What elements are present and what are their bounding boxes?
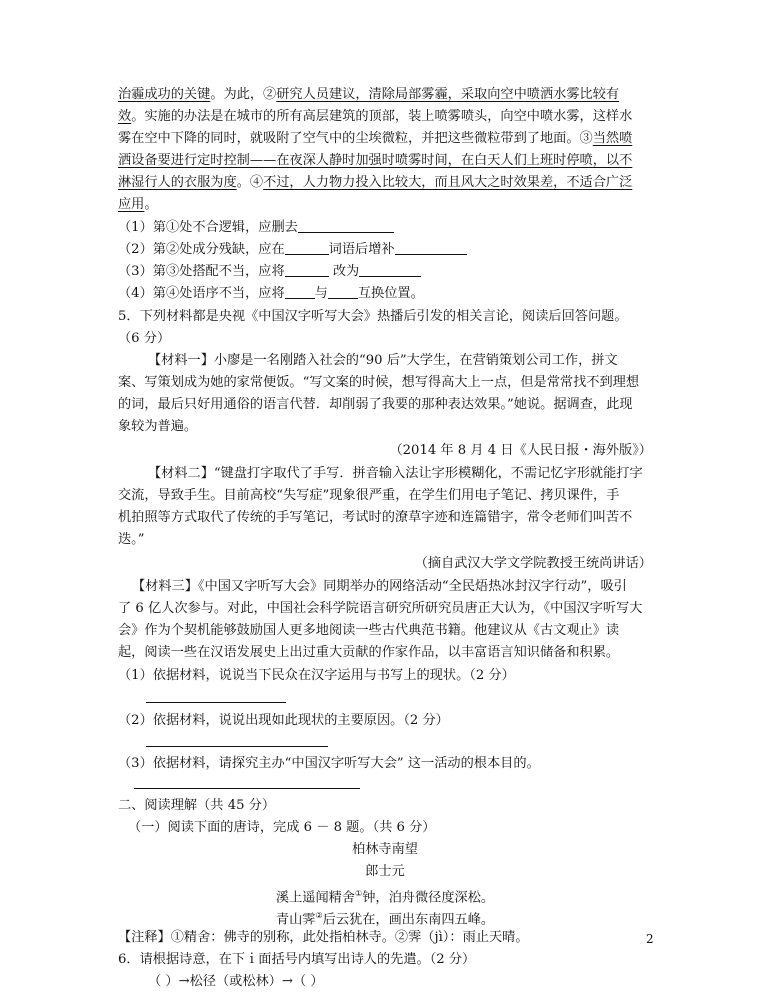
material-1-source: （2014 年 8 月 4 日《人民日报・海外版》） bbox=[389, 443, 652, 458]
answer-line[interactable] bbox=[134, 788, 360, 789]
underlined-clause: 应用 bbox=[118, 197, 145, 212]
underlined-clause: 效 bbox=[118, 109, 132, 124]
footnote-mark: ② bbox=[315, 911, 323, 920]
text-run: 溪上遥闻精舍 bbox=[275, 890, 356, 906]
q5-sub-3: （3）依据材料，请探究主办“中国汉字听写大会” 这一活动的根本目的。 bbox=[118, 756, 540, 771]
footnote-mark: ① bbox=[355, 889, 363, 898]
section-2-subtitle: （一）阅读下面的唐诗，完成 6 － 8 题。（共 6 分） bbox=[128, 820, 436, 835]
text-run: 后云犹在，画出东南四五峰。 bbox=[322, 912, 495, 928]
poem-title: 柏林寺南望 bbox=[352, 842, 418, 857]
underlined-clause: 研究人员建议，清除局部雾霾，采取向空中喷洒水雾比较有 bbox=[276, 87, 620, 102]
answer-line[interactable] bbox=[146, 702, 286, 703]
material-1-line: 【材料一】小廖是一名刚踏入社会的“90 后”大学生，在营销策划公司工作，拼文 bbox=[148, 353, 618, 368]
text-run: （1）第①处不合逻辑，应删去 bbox=[118, 220, 298, 235]
text-run: 。为此，② bbox=[210, 87, 277, 102]
answer-blank[interactable] bbox=[285, 262, 329, 277]
q4-passage-line-6 bbox=[118, 194, 158, 216]
q4-passage-line-3 bbox=[118, 128, 632, 150]
text-run: （2）第②处成分残缺，应在 bbox=[118, 242, 285, 257]
question-6-flow: （ ）→松径（或松林）→（ ） bbox=[148, 974, 324, 989]
q4-sub-1 bbox=[118, 217, 394, 239]
text-run: 互换位置。 bbox=[357, 286, 424, 301]
answer-blank[interactable] bbox=[359, 262, 421, 277]
text-run: 与 bbox=[314, 286, 328, 301]
q4-sub-2 bbox=[118, 239, 467, 261]
q4-passage-line-4: 洒设备要进行定时控制——在夜深人静时加强时喷雾时间，在白天人们上班时停喷，以不 bbox=[118, 153, 633, 168]
text-run: 雾在空中下降的同时，就吸附了空气中的尘埃微粒，并把这些微粒带到了地面。③ bbox=[118, 131, 593, 146]
answer-blank[interactable] bbox=[285, 284, 315, 299]
material-3-line: 起，阅读一些在汉语发展史上出过重大贡献的作家作品，以丰富语言知识储备和积累。 bbox=[118, 645, 620, 660]
underlined-clause: 当然喷 bbox=[592, 131, 633, 146]
answer-blank[interactable] bbox=[328, 284, 358, 299]
material-2-line: 迭。” bbox=[118, 532, 145, 547]
answer-blank[interactable] bbox=[298, 218, 394, 233]
underlined-clause: 治霾成功的关键 bbox=[118, 87, 211, 102]
q4-passage-line-2 bbox=[118, 106, 632, 128]
text-run: （4）第④处语序不当，应将 bbox=[118, 286, 285, 301]
q5-sub-2: （2）依据材料，说说出现如此现状的主要原因。（2 分） bbox=[118, 713, 449, 728]
text-run: （3）第③处搭配不当，应将 bbox=[118, 264, 285, 279]
material-2-line: 交流，导致手生。目前高校“失写症”现象很严重，在学生们用电子笔记、拷贝课件，手 bbox=[118, 488, 620, 503]
material-3-line: 会》作为个契机能够鼓励国人更多地阅读一些古代典范书籍。他建议从《古文观止》读 bbox=[118, 623, 620, 638]
material-2-source: （摘自武汉大学文学院教授王统尚讲话） bbox=[414, 556, 652, 571]
q5-sub-1: （1）依据材料，说说当下民众在汉字运用与书写上的现状。（2 分） bbox=[118, 668, 515, 683]
poem-annotation: 【注释】①精舍：佛寺的别称，此处指柏林寺。②霁（jì）：雨止天晴。 bbox=[118, 930, 529, 945]
answer-blank[interactable] bbox=[285, 240, 329, 255]
text-run: 钟，泊舟微径度深松。 bbox=[362, 890, 495, 906]
page-number: 2 bbox=[646, 932, 654, 946]
material-2-line: 【材料二】“键盘打字取代了手写．拼音输入法让字形模糊化，不需记忆字形就能打字 bbox=[148, 466, 643, 481]
poem-author: 郎士元 bbox=[365, 864, 405, 879]
section-2-title: 二、阅读理解（共 45 分） bbox=[118, 798, 276, 813]
text-run: 词语后增补 bbox=[328, 242, 395, 257]
text-run: 改为 bbox=[328, 264, 360, 279]
material-1-line: 案、写策划成为她的家常便饭。“写文案的时候，想写得高大上一点，但是常常找不到理想 bbox=[118, 375, 640, 390]
underlined-clause: 不过，人力物力投入比较大，而且风大之时效果差，不适合广泛 bbox=[263, 175, 633, 190]
q4-sub-3 bbox=[118, 261, 421, 283]
underlined-clause: 淋湿行人的衣服为度 bbox=[118, 175, 237, 190]
material-3-line: 了 6 亿人次参与。对此，中国社会科学院语言研究所研究员唐正大认为，《中国汉字听写大 bbox=[118, 601, 643, 616]
text-run: 。 bbox=[144, 197, 158, 212]
text-run: 。实施的办法是在城市的所有高层建筑的顶部，装上喷雾喷头，向空中喷水雾，这样水 bbox=[131, 109, 633, 124]
material-1-line: 象较为普遍。 bbox=[118, 419, 198, 434]
q5-points: （6 分） bbox=[118, 331, 171, 346]
material-3-line: 【材料三】《中国又字听写大会》同期举办的网络活动“全民焐热冰封汉字行动”，吸引 bbox=[132, 579, 627, 594]
text-run: 。④ bbox=[236, 175, 264, 190]
answer-line[interactable] bbox=[146, 746, 328, 747]
q4-sub-4 bbox=[118, 283, 424, 305]
q4-passage-line-1 bbox=[118, 84, 619, 106]
material-1-line: 的词，最后只好用通俗的语言代替．却削弱了我要的那种表达效果。”她说。据调查，此现 bbox=[118, 397, 633, 412]
answer-blank[interactable] bbox=[395, 240, 467, 255]
q4-passage-line-5 bbox=[118, 172, 632, 194]
text-run: 青山霁 bbox=[275, 912, 316, 928]
q5-heading: 5．下列材料都是央视《中国汉字听写大会》热播后引发的相关言论，阅读后回答问题。 bbox=[118, 309, 628, 324]
question-6: 6．请根据诗意，在下ｉ面括号内填写出诗人的先遣。（2 分） bbox=[118, 952, 476, 967]
material-2-line: 机拍照等方式取代了传统的手写笔记，考试时的潦草字迹和连篇错字，常令老师们叫苦不 bbox=[118, 510, 633, 525]
